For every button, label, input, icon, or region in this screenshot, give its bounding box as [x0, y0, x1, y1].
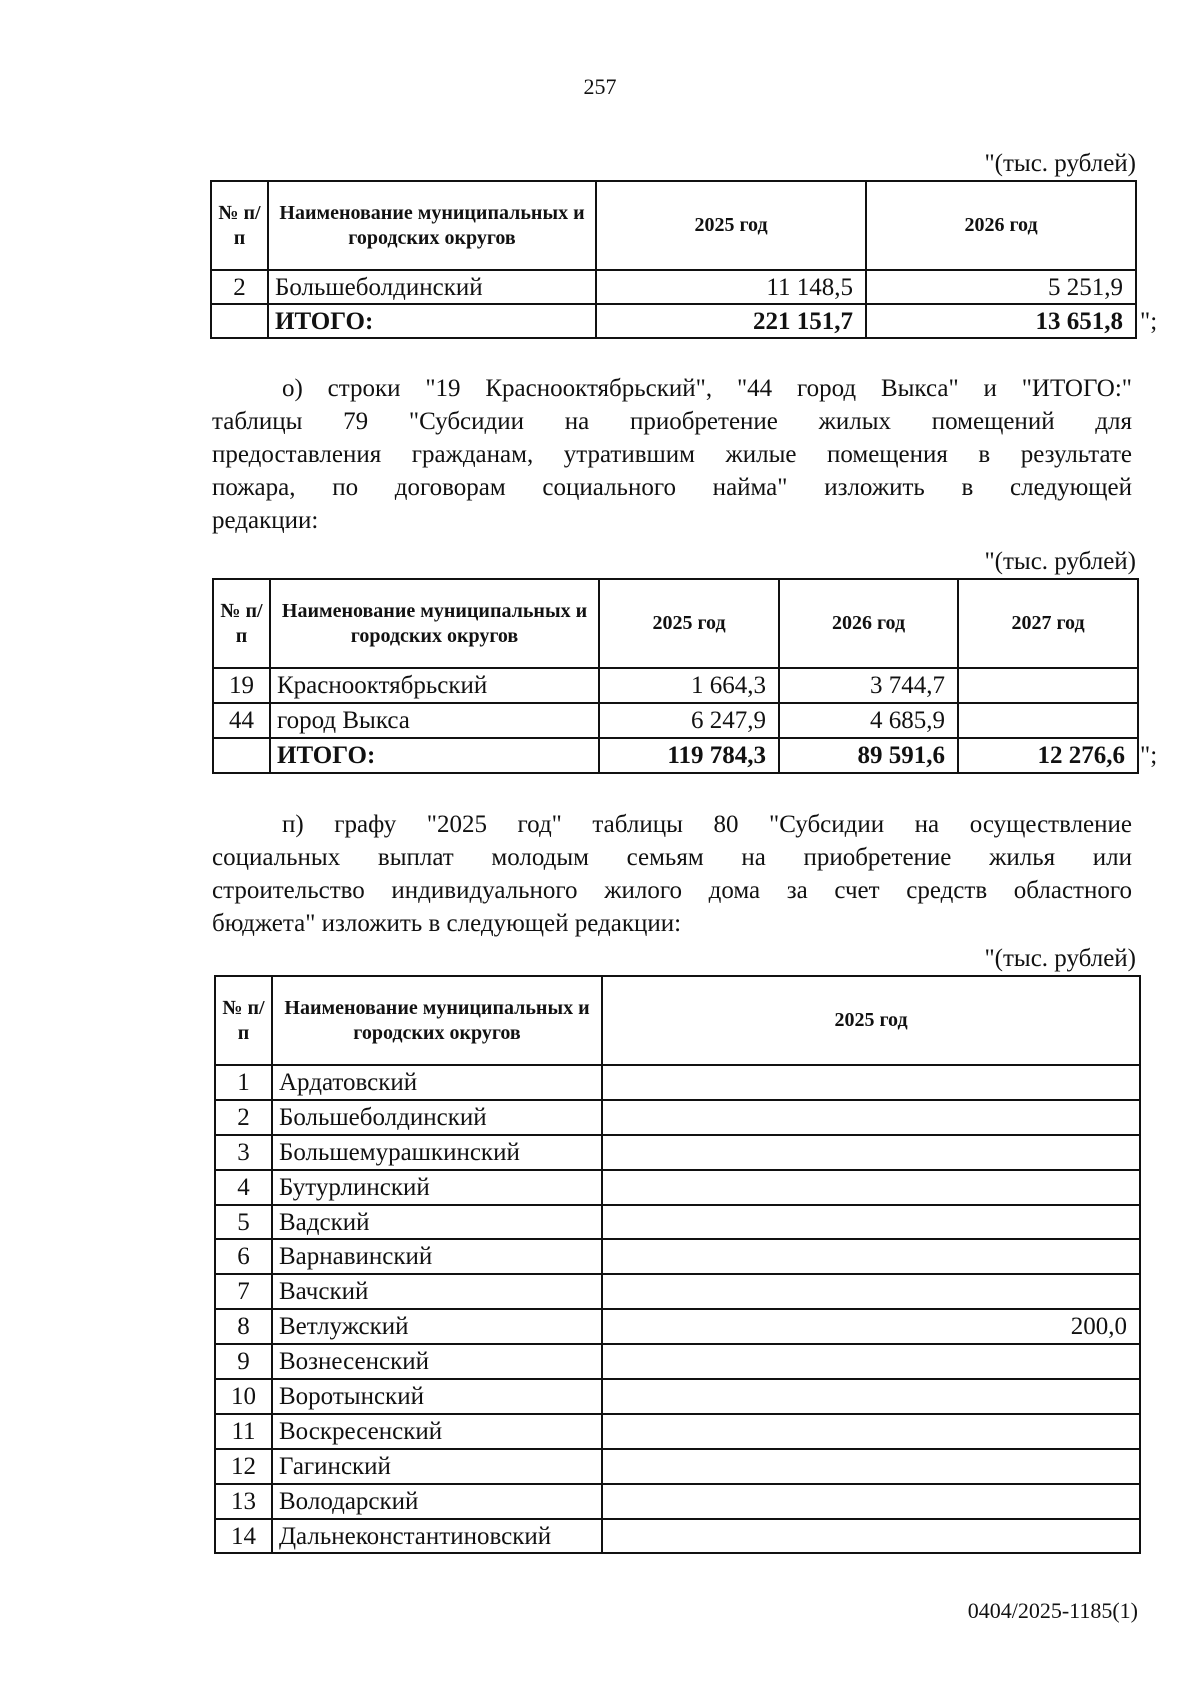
table-row [215, 1274, 1140, 1309]
row-2027 [958, 703, 1138, 738]
table-row [215, 1170, 1140, 1205]
table-1 [210, 180, 1137, 339]
header-2026: 2026 год [779, 579, 958, 668]
header-2025: 2025 год [599, 579, 779, 668]
total-label: ИТОГО: [268, 304, 596, 338]
row-2025 [602, 1239, 1140, 1274]
row-2025 [602, 1344, 1140, 1379]
row-name: Дальнеконстантиновский [272, 1519, 602, 1554]
table-row [215, 1484, 1140, 1519]
unit-label-1: "(тыс. рублей) [984, 150, 1136, 177]
table-row [215, 1065, 1140, 1100]
table-row [211, 270, 1136, 304]
row-name: Гагинский [272, 1449, 602, 1484]
header-name: Наименование муниципальных и городских округов [272, 976, 602, 1065]
paragraph-line: пожара, по договорам социального найма" изложить в следующей [212, 474, 1132, 501]
row-2025 [602, 1065, 1140, 1100]
row-2025 [602, 1205, 1140, 1240]
row-2025 [602, 1274, 1140, 1309]
row-num: 6 [215, 1239, 272, 1274]
paragraph-line: предоставления гражданам, утратившим жилые помещения в результате [212, 441, 1132, 468]
row-name: Вознесенский [272, 1344, 602, 1379]
header-2025: 2025 год [602, 976, 1140, 1065]
table-row [215, 1135, 1140, 1170]
unit-label-2: "(тыс. рублей) [984, 548, 1136, 575]
table-row [215, 1205, 1140, 1240]
row-2025 [602, 1449, 1140, 1484]
header-num: № п/п [215, 976, 272, 1065]
row-num: 9 [215, 1344, 272, 1379]
closing-mark-2: "; [1140, 742, 1158, 769]
header-2025: 2025 год [596, 181, 866, 270]
row-num: 19 [213, 668, 270, 703]
row-num: 11 [215, 1414, 272, 1449]
row-2025 [602, 1414, 1140, 1449]
table-2 [212, 578, 1139, 774]
table-row [213, 668, 1138, 703]
row-2025: 200,0 [602, 1309, 1140, 1344]
row-2025 [602, 1135, 1140, 1170]
row-num: 13 [215, 1484, 272, 1519]
paragraph-o [212, 372, 1132, 537]
row-name: Краснооктябрьский [270, 668, 599, 703]
row-name: Варнавинский [272, 1239, 602, 1274]
row-2025: 11 148,5 [596, 270, 866, 304]
table-row [215, 1344, 1140, 1379]
paragraph-line: таблицы 79 "Субсидии на приобретение жилых помещений для [212, 408, 1132, 435]
total-row [211, 304, 1136, 338]
row-num: 14 [215, 1519, 272, 1554]
total-2027: 12 276,6 [958, 738, 1138, 773]
table-row [215, 1239, 1140, 1274]
table-row [213, 703, 1138, 738]
total-2025: 221 151,7 [596, 304, 866, 338]
row-num: 8 [215, 1309, 272, 1344]
row-num: 7 [215, 1274, 272, 1309]
paragraph-line: редакции: [212, 507, 319, 534]
header-name: Наименование муниципальных и городских округов [268, 181, 596, 270]
paragraph-line: бюджета" изложить в следующей редакции: [212, 910, 682, 937]
row-num: 12 [215, 1449, 272, 1484]
row-name: Воротынский [272, 1379, 602, 1414]
table-row [215, 1379, 1140, 1414]
header-name: Наименование муниципальных и городских округов [270, 579, 599, 668]
row-name: Ветлужский [272, 1309, 602, 1344]
row-num: 44 [213, 703, 270, 738]
row-num: 4 [215, 1170, 272, 1205]
row-name: Бутурлинский [272, 1170, 602, 1205]
paragraph-line: п) графу "2025 год" таблицы 80 "Субсидии на осуществление [282, 811, 1132, 838]
row-2025 [602, 1100, 1140, 1135]
row-2025: 1 664,3 [599, 668, 779, 703]
table-row [215, 1519, 1140, 1554]
total-row [213, 738, 1138, 773]
paragraph-line: о) строки "19 Краснооктябрьский", "44 город Выкса" и "ИТОГО:" [282, 375, 1132, 402]
row-2025: 6 247,9 [599, 703, 779, 738]
header-num: № п/п [211, 181, 268, 270]
row-name: Вачский [272, 1274, 602, 1309]
header-2026: 2026 год [866, 181, 1136, 270]
table-row [215, 1414, 1140, 1449]
row-2027 [958, 668, 1138, 703]
row-name: Вадский [272, 1205, 602, 1240]
page-number: 257 [583, 74, 617, 99]
row-name: город Выкса [270, 703, 599, 738]
table-row [215, 1449, 1140, 1484]
total-label: ИТОГО: [270, 738, 599, 773]
row-name: Большемурашкинский [272, 1135, 602, 1170]
row-2026: 3 744,7 [779, 668, 958, 703]
table-3 [214, 975, 1141, 1554]
row-num: 1 [215, 1065, 272, 1100]
row-name: Большеболдинский [272, 1100, 602, 1135]
table-row [215, 1309, 1140, 1344]
unit-label-3: "(тыс. рублей) [984, 945, 1136, 972]
row-2026: 5 251,9 [866, 270, 1136, 304]
row-num: 2 [211, 270, 268, 304]
document-code: 0404/2025-1185(1) [967, 1598, 1138, 1623]
paragraph-line: социальных выплат молодым семьям на приобретение жилья или [212, 844, 1132, 871]
header-num: № п/п [213, 579, 270, 668]
row-name: Большеболдинский [268, 270, 596, 304]
paragraph-p [212, 808, 1132, 940]
closing-mark-1: "; [1140, 308, 1158, 335]
row-2026: 4 685,9 [779, 703, 958, 738]
row-num: 10 [215, 1379, 272, 1414]
row-2025 [602, 1519, 1140, 1554]
header-2027: 2027 год [958, 579, 1138, 668]
row-2025 [602, 1484, 1140, 1519]
row-2025 [602, 1379, 1140, 1414]
total-2026: 13 651,8 [866, 304, 1136, 338]
table-row [215, 1100, 1140, 1135]
paragraph-line: строительство индивидуального жилого дома за счет средств областного [212, 877, 1132, 904]
total-2026: 89 591,6 [779, 738, 958, 773]
row-name: Володарский [272, 1484, 602, 1519]
row-name: Ардатовский [272, 1065, 602, 1100]
row-num: 3 [215, 1135, 272, 1170]
row-num: 2 [215, 1100, 272, 1135]
total-2025: 119 784,3 [599, 738, 779, 773]
row-2025 [602, 1170, 1140, 1205]
row-name: Воскресенский [272, 1414, 602, 1449]
row-num: 5 [215, 1205, 272, 1240]
